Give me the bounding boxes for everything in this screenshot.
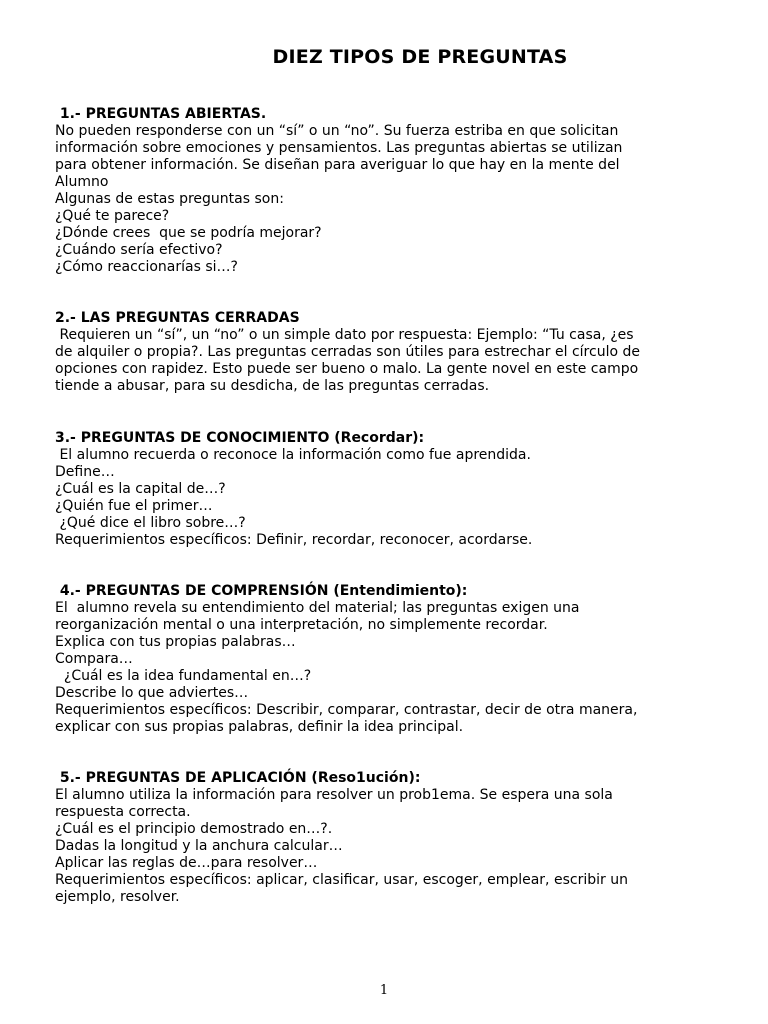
section-text-line: Compara… [55, 651, 133, 667]
section-heading: 2.- LAS PREGUNTAS CERRADAS [55, 310, 300, 326]
section-heading: 5.- PREGUNTAS DE APLICACIÓN (Reso1ución): [55, 770, 421, 786]
section-text-line: Dadas la longitud y la anchura calcular… [55, 838, 343, 854]
section-text-line: Define… [55, 464, 115, 480]
section-text-line: ¿Cómo reaccionarías si…? [55, 259, 238, 275]
section-heading: 4.- PREGUNTAS DE COMPRENSIÓN (Entendimiento): [55, 583, 468, 599]
section-text-line: ¿Cuál es el principio demostrado en…?. [55, 821, 333, 837]
section-text-line: de alquiler o propia?. Las preguntas cerradas son útiles para estrechar el círculo de [55, 344, 640, 360]
section-preguntas-conocimiento [55, 430, 715, 549]
section-text-line: para obtener información. Se diseñan para averiguar lo que hay en la mente del [55, 157, 620, 173]
section-text-line: información sobre emociones y pensamientos. Las preguntas abiertas se utilizan [55, 140, 623, 156]
section-text-line: ¿Dónde crees que se podría mejorar? [55, 225, 322, 241]
section-text-line: El alumno revela su entendimiento del material; las preguntas exigen una [55, 600, 580, 616]
section-text-line: El alumno utiliza la información para resolver un prob1ema. Se espera una sola [55, 787, 613, 803]
section-text-line: ¿Cuál es la idea fundamental en…? [55, 668, 312, 684]
page-number: 1 [379, 983, 389, 998]
section-text-line: respuesta correcta. [55, 804, 191, 820]
section-preguntas-comprension [55, 583, 715, 736]
section-text-line: ¿Cuándo sería efectivo? [55, 242, 223, 258]
section-text-line: opciones con rapidez. Esto puede ser bueno o malo. La gente novel en este campo [55, 361, 639, 377]
section-heading: 1.- PREGUNTAS ABIERTAS. [55, 106, 267, 122]
section-text-line: ¿Qué dice el libro sobre…? [55, 515, 246, 531]
section-text-line: tiende a abusar, para su desdicha, de las preguntas cerradas. [55, 378, 490, 394]
section-text-line: Alumno [55, 174, 109, 190]
section-text-line: Requieren un “sí”, un “no” o un simple dato por respuesta: Ejemplo: “Tu casa, ¿es [55, 327, 634, 343]
document-title: DIEZ TIPOS DE PREGUNTAS [272, 46, 568, 68]
section-text-line: Requerimientos específicos: aplicar, clasificar, usar, escoger, emplear, escribir un [55, 872, 628, 888]
section-text-line: ¿Quién fue el primer… [55, 498, 213, 514]
section-text-line: No pueden responderse con un “sí” o un “no”. Su fuerza estriba en que solicitan [55, 123, 619, 139]
section-text-line: Describe lo que adviertes… [55, 685, 249, 701]
section-text-line: El alumno recuerda o reconoce la información como fue aprendida. [55, 447, 531, 463]
section-heading: 3.- PREGUNTAS DE CONOCIMIENTO (Recordar): [55, 430, 425, 446]
section-text-line: reorganización mental o una interpretación, no simplemente recordar. [55, 617, 548, 633]
section-preguntas-abiertas [55, 106, 715, 276]
section-preguntas-cerradas [55, 310, 715, 395]
section-text-line: Algunas de estas preguntas son: [55, 191, 284, 207]
section-text-line: Explica con tus propias palabras… [55, 634, 296, 650]
section-text-line: Aplicar las reglas de…para resolver… [55, 855, 318, 871]
section-text-line: ¿Qué te parece? [55, 208, 170, 224]
section-text-line: Requerimientos específicos: Definir, recordar, reconocer, acordarse. [55, 532, 533, 548]
section-text-line: ¿Cuál es la capital de…? [55, 481, 226, 497]
section-text-line: Requerimientos específicos: Describir, comparar, contrastar, decir de otra manera, [55, 702, 638, 718]
section-preguntas-aplicacion [55, 770, 715, 906]
section-text-line: ejemplo, resolver. [55, 889, 180, 905]
section-text-line: explicar con sus propias palabras, definir la idea principal. [55, 719, 464, 735]
